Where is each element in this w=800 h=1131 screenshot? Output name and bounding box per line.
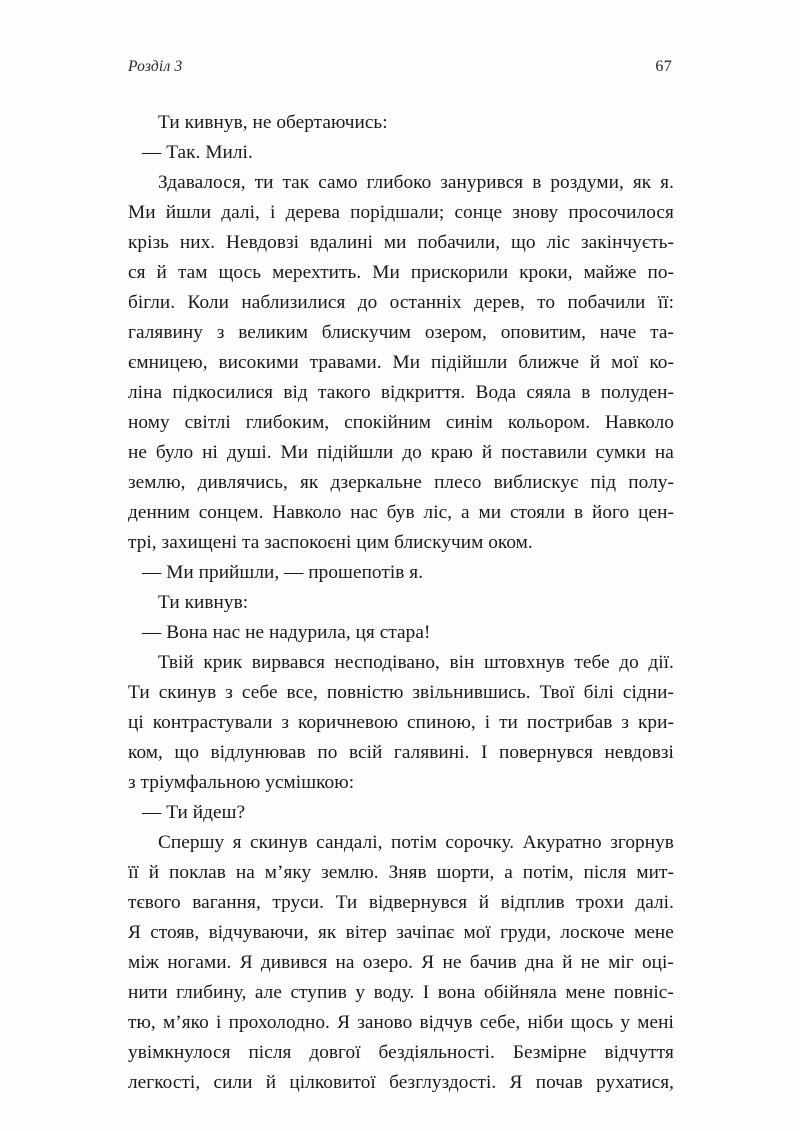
text-word: дії. <box>648 652 674 673</box>
text-word: великим <box>238 322 308 343</box>
text-word: звільнившись. <box>412 682 531 703</box>
text-word: мене <box>634 922 674 943</box>
text-word: сумки <box>596 442 646 463</box>
text-word: несподівано, <box>334 652 440 673</box>
text-word: до <box>402 442 422 463</box>
text-word: себе <box>241 682 278 703</box>
text-word: і <box>270 202 276 223</box>
text-word: ногами. <box>167 952 232 973</box>
text-word: Здавалося, <box>158 172 246 193</box>
text-line: — Так. Милі. <box>142 142 253 163</box>
text-word: Ми <box>280 442 309 463</box>
text-line <box>128 888 674 918</box>
text-word: на <box>235 862 255 883</box>
text-word: Ти <box>335 892 358 913</box>
text-word: на <box>335 952 355 973</box>
text-word: мої <box>611 352 639 373</box>
text-word: Акуратно <box>522 832 602 853</box>
text-word: шорти, <box>436 862 495 883</box>
text-word: й <box>481 442 493 463</box>
text-word: побачили, <box>417 232 501 253</box>
text-line <box>128 828 674 858</box>
text-word: й <box>478 892 490 913</box>
text-line <box>128 978 674 1008</box>
text-word: ти <box>499 712 518 733</box>
text-word: так <box>282 172 310 193</box>
text-word: що <box>174 742 200 763</box>
text-word: озером, <box>424 322 487 343</box>
text-word: відкриття. <box>380 382 466 403</box>
text-line <box>128 1008 674 1038</box>
text-line <box>128 348 674 378</box>
page-number: 67 <box>655 58 672 75</box>
text-word: них. <box>179 232 216 253</box>
text-word: бачив <box>469 952 517 973</box>
text-word: глибину, <box>176 982 247 1003</box>
text-word: травами. <box>309 352 382 373</box>
text-word: мерехтить. <box>272 262 362 283</box>
text-word: його <box>591 502 630 523</box>
text-word: до <box>619 652 639 673</box>
text-word: в <box>532 172 542 193</box>
text-word: вирвався <box>251 652 326 673</box>
text-word: ліна <box>128 382 163 403</box>
text-word: білі <box>583 682 614 703</box>
text-word: все, <box>286 682 318 703</box>
text-word: землю. <box>321 862 379 883</box>
text-word: ближче <box>518 352 579 373</box>
text-word: штовхнув <box>483 652 565 673</box>
text-word: під <box>590 472 617 493</box>
text-line: Ти кивнув, не обертаючись: <box>158 112 388 133</box>
text-word: Ми <box>392 352 421 373</box>
text-word: занурився <box>440 172 524 193</box>
text-word: Твої <box>539 682 575 703</box>
text-word: а <box>460 502 470 523</box>
text-word: поставили <box>501 442 588 463</box>
text-word: Навколо <box>272 502 342 523</box>
text-word: Ми <box>372 262 400 283</box>
text-word: як <box>299 472 319 493</box>
text-word: в <box>573 502 584 523</box>
text-word: Ми <box>128 202 156 223</box>
text-word: на <box>654 442 674 463</box>
text-word: а <box>504 862 513 883</box>
text-word: не <box>128 442 147 463</box>
text-word: було <box>155 442 194 463</box>
text-word: денним <box>128 502 190 523</box>
text-word: Коли <box>187 292 229 313</box>
text-word: майже <box>583 262 637 283</box>
text-word: контрастували <box>152 712 273 733</box>
text-word: ко- <box>649 352 674 373</box>
text-word: до <box>357 292 378 313</box>
text-word: дерева <box>285 202 340 223</box>
text-word: мит- <box>636 862 674 883</box>
text-word: світлі <box>184 412 231 433</box>
text-line: — Ми прийшли, — прошепотів я. <box>142 562 424 583</box>
text-word: сонцем. <box>198 502 264 523</box>
text-word: після <box>583 862 627 883</box>
text-word: прохолодно. <box>228 1012 330 1033</box>
text-word: побачили <box>567 292 646 313</box>
text-word: по- <box>647 262 674 283</box>
text-word: потім <box>391 832 437 853</box>
text-line <box>128 858 674 888</box>
text-word: заново <box>357 1012 413 1033</box>
text-word: роздуми, <box>550 172 624 193</box>
text-word: Навколо <box>605 412 674 433</box>
text-line <box>128 228 674 258</box>
text-word: труси. <box>272 892 325 913</box>
body-text <box>128 108 674 1098</box>
text-word: після <box>248 1042 292 1063</box>
text-word: безглуздості. <box>389 1072 497 1093</box>
text-word: увімкнулося <box>128 1042 231 1063</box>
text-word: бігли. <box>128 292 176 313</box>
text-word: Спершу <box>158 832 225 853</box>
text-word: як <box>632 172 652 193</box>
text-word: мене <box>565 982 606 1003</box>
text-word: знову <box>512 202 559 223</box>
text-word: крізь <box>128 232 170 253</box>
text-word: вдалині <box>309 232 374 253</box>
text-word: підійшли <box>431 352 508 373</box>
text-word: синім <box>445 412 493 433</box>
text-word: кольором. <box>507 412 591 433</box>
text-word: щось <box>570 1012 614 1033</box>
text-word: Ти <box>128 682 150 703</box>
text-word: І <box>480 742 488 763</box>
text-word: щось <box>218 262 262 283</box>
text-word: плесо <box>434 472 482 493</box>
text-line <box>128 708 674 738</box>
text-word: що <box>511 232 536 253</box>
text-word: галявині. <box>393 742 470 763</box>
text-word: він <box>449 652 475 673</box>
text-word: й <box>156 262 167 283</box>
text-word: полуден- <box>600 382 674 403</box>
text-word: по <box>317 742 338 763</box>
text-word: лоскоче <box>560 922 625 943</box>
text-word: й <box>265 1072 277 1093</box>
text-line <box>128 198 674 228</box>
text-word: в <box>581 382 591 403</box>
text-word: відвернувся <box>368 892 468 913</box>
text-word: Я <box>509 1072 523 1093</box>
text-line <box>128 918 674 948</box>
text-word: і <box>216 1012 222 1033</box>
text-word: дивлячись, <box>197 472 288 493</box>
text-word: я. <box>660 172 674 193</box>
text-word: всій <box>348 742 383 763</box>
text-line <box>128 378 674 408</box>
text-word: ступив <box>290 982 347 1003</box>
text-word: м’яко <box>163 1012 209 1033</box>
text-line <box>128 948 674 978</box>
text-word: обійняла <box>484 982 557 1003</box>
text-word: ному <box>128 412 170 433</box>
text-word: м’яку <box>264 862 312 883</box>
text-word: від <box>283 382 308 403</box>
text-word: вона <box>437 982 476 1003</box>
text-word: тебе <box>574 652 610 673</box>
text-word: дзеркальне <box>330 472 422 493</box>
text-word: ми <box>383 232 407 253</box>
text-word: вітер <box>345 922 387 943</box>
text-word: наче <box>599 322 637 343</box>
text-line <box>128 648 674 678</box>
text-word: само <box>318 172 358 193</box>
text-word: сандалі, <box>316 832 383 853</box>
text-word: й <box>589 352 601 373</box>
text-word: цілковитої <box>289 1072 376 1093</box>
text-word: то <box>537 292 556 313</box>
text-word: у <box>355 982 366 1003</box>
text-word: її: <box>657 292 674 313</box>
text-word: сяяла <box>526 382 572 403</box>
text-word: просочилося <box>568 202 674 223</box>
text-word: дна <box>525 952 554 973</box>
text-word: блискучим <box>321 322 411 343</box>
text-line <box>128 438 674 468</box>
text-word: й <box>148 862 160 883</box>
text-word: підійшли <box>317 442 394 463</box>
text-word: оповитим, <box>500 322 586 343</box>
text-word: наблизилися <box>241 292 346 313</box>
text-word: підкосилися <box>172 382 274 403</box>
text-word: дивився <box>260 952 328 973</box>
text-word: відлунював <box>210 742 306 763</box>
text-line <box>128 168 674 198</box>
text-word: озеро. <box>362 952 414 973</box>
text-word: рухатися, <box>596 1072 674 1093</box>
text-line: трі, захищені та заспокоєні цим блискучим оком. <box>128 532 533 553</box>
text-word: Невдовзі <box>226 232 300 253</box>
text-word: ємницею, <box>128 352 208 373</box>
text-word: Вода <box>475 382 517 403</box>
text-word: дерев, <box>473 292 525 313</box>
text-word: ми <box>478 502 502 523</box>
text-word: там <box>177 262 208 283</box>
text-line <box>128 258 674 288</box>
text-word: спокійним <box>344 412 431 433</box>
text-word: повністю <box>326 682 404 703</box>
text-line: Ти кивнув: <box>158 592 249 613</box>
text-word: й <box>562 952 573 973</box>
text-word: між <box>128 952 160 973</box>
text-word: краю <box>430 442 473 463</box>
text-word: полу- <box>628 472 674 493</box>
text-word: далі, <box>221 202 260 223</box>
text-word: спиною, <box>407 712 476 733</box>
chapter-label: Розділ 3 <box>128 58 183 75</box>
text-word: з <box>216 322 225 343</box>
text-word: воду. <box>373 982 415 1003</box>
text-word: Я <box>337 1012 351 1033</box>
text-word: сідни- <box>622 682 674 703</box>
text-word: ти <box>254 172 274 193</box>
text-word: закінчуєть- <box>580 232 674 253</box>
text-word: оці- <box>641 952 674 973</box>
text-word: останніх <box>389 292 462 313</box>
text-word: повернувся <box>498 742 593 763</box>
text-word: груди, <box>500 922 552 943</box>
text-word: ліс, <box>423 502 453 523</box>
text-word: сили <box>213 1072 253 1093</box>
text-word: тю, <box>128 1012 156 1033</box>
text-word: Зняв <box>388 862 427 883</box>
text-word: кри- <box>637 712 674 733</box>
text-word: скинув <box>158 682 217 703</box>
text-word: міг <box>608 952 634 973</box>
text-word: як <box>317 922 337 943</box>
text-word: виблискує <box>493 472 579 493</box>
text-word: йшли <box>165 202 212 223</box>
text-word: легкості, <box>128 1072 201 1093</box>
text-word: крик <box>203 652 243 673</box>
text-word: кроки, <box>519 262 573 283</box>
text-word: далі. <box>635 892 674 913</box>
text-line: — Вона нас не надурила, ця стара! <box>142 622 431 643</box>
text-word: мені <box>637 1012 674 1033</box>
text-line <box>128 468 674 498</box>
text-word: та- <box>650 322 674 343</box>
text-word: глибоким, <box>245 412 330 433</box>
text-line <box>128 1038 674 1068</box>
text-word: я <box>232 832 242 853</box>
text-word: мої <box>463 922 491 943</box>
text-word: її <box>128 862 139 883</box>
text-word: не <box>442 952 462 973</box>
text-word: зачіпає <box>396 922 455 943</box>
running-head <box>128 58 672 84</box>
text-line <box>128 678 674 708</box>
text-word: скинув <box>250 832 308 853</box>
text-word: поклав <box>169 862 226 883</box>
text-word: глибоко <box>366 172 432 193</box>
text-line: з тріумфальною усмішкою: <box>128 772 355 793</box>
text-word: Я <box>239 952 253 973</box>
text-word: високими <box>218 352 299 373</box>
text-word: довгої <box>309 1042 361 1063</box>
text-word: відплив <box>500 892 565 913</box>
text-word: вагання, <box>192 892 261 913</box>
text-word: коричневою <box>298 712 399 733</box>
text-word: повніс- <box>613 982 674 1003</box>
text-word: ніби <box>527 1012 564 1033</box>
text-word: душі. <box>226 442 272 463</box>
text-word: Я <box>421 952 435 973</box>
text-word: відчуття <box>604 1042 674 1063</box>
text-word: прискорили <box>410 262 509 283</box>
text-line <box>128 318 674 348</box>
text-word: у <box>620 1012 631 1033</box>
text-line <box>128 408 674 438</box>
text-word: Твій <box>158 652 194 673</box>
text-word: з <box>225 682 233 703</box>
text-line <box>128 498 674 528</box>
text-word: тєвого <box>128 892 181 913</box>
text-line <box>128 1068 674 1098</box>
text-word: не <box>580 952 600 973</box>
text-word: ся <box>128 262 146 283</box>
text-word: пострибав <box>526 712 613 733</box>
text-word: з <box>281 712 290 733</box>
text-word: але <box>254 982 282 1003</box>
text-word: потім, <box>522 862 574 883</box>
text-word: землю, <box>128 472 186 493</box>
text-word: цен- <box>638 502 674 523</box>
text-word: невдовзі <box>604 742 674 763</box>
text-word: відчув <box>419 1012 473 1033</box>
text-word: сорочку. <box>445 832 515 853</box>
text-word: ці <box>128 712 144 733</box>
text-word: ком, <box>128 742 163 763</box>
text-word: і <box>484 712 491 733</box>
text-word: стояв, <box>150 922 200 943</box>
text-word: галявину <box>128 322 203 343</box>
text-word: Безмірне <box>512 1042 587 1063</box>
text-word: почав <box>535 1072 583 1093</box>
text-word: сонце <box>454 202 503 223</box>
text-word: ні <box>202 442 218 463</box>
text-word: з <box>621 712 630 733</box>
text-word: згорнув <box>610 832 674 853</box>
text-word: І <box>422 982 430 1003</box>
text-word: Я <box>128 922 141 943</box>
text-word: такого <box>318 382 371 403</box>
text-line: — Ти йдеш? <box>142 802 246 823</box>
text-word: нас <box>350 502 378 523</box>
text-word: був <box>386 502 415 523</box>
text-word: нити <box>128 982 168 1003</box>
text-word: ліс <box>546 232 571 253</box>
text-line <box>128 288 674 318</box>
text-line <box>128 738 674 768</box>
text-word: відчуваючи, <box>208 922 309 943</box>
text-word: себе, <box>479 1012 521 1033</box>
text-word: порідшали; <box>350 202 445 223</box>
text-word: стояли <box>509 502 566 523</box>
text-word: бездіяльності. <box>378 1042 495 1063</box>
text-word: трохи <box>576 892 624 913</box>
